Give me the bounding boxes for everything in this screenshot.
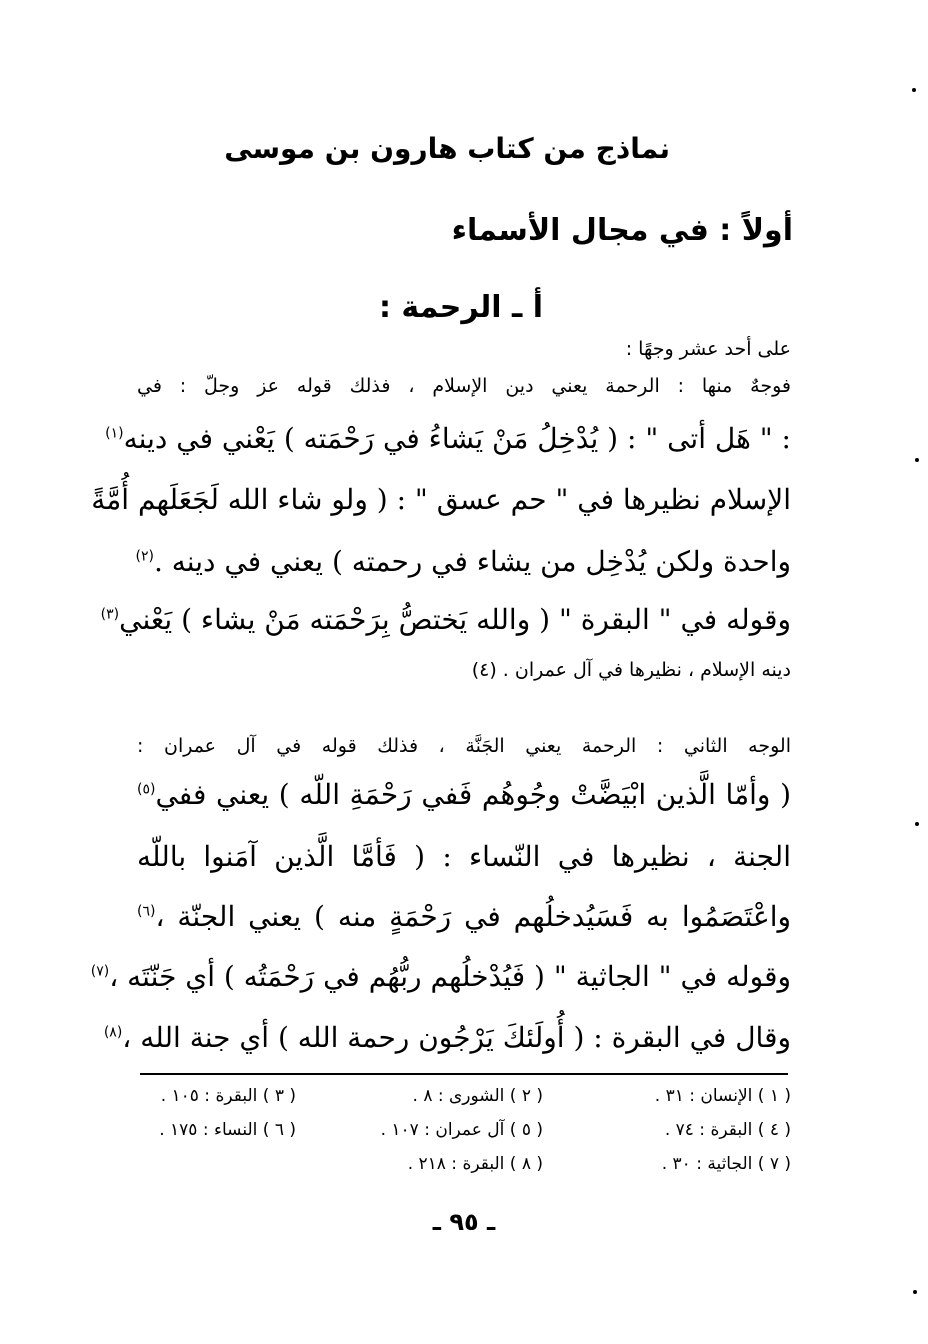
body-line: واحدة ولكن يُدْخِل من يشاء في رحمته ) يعني في دينه .$^{(٢)}$ [135, 545, 791, 578]
body-line: ( وأمّا الَّذين ابْيَضَّتْ وجُوهُم فَفي رَحْمَةِ اللّه ) يعني ففي$^{(٥)}$ [137, 778, 791, 811]
section-heading: أولاً : في مجال الأسماء [451, 213, 793, 248]
page-title: نماذج من كتاب هارون بن موسى [224, 132, 670, 165]
footnote-ref: (٥) [137, 781, 156, 798]
scan-speck [915, 458, 919, 462]
body-line: وقوله في " البقرة " ( والله يَختصُّ بِرَحْمَته مَنْ يشاء ) يَعْني$^{(٣)}$ [100, 603, 791, 636]
body-line: وقوله في " الجاثية " ( فَيُدْخلُهم ربُّهُم في رَحْمَتُه ) أي جَنّتَه ،$^{(٧)}$ [90, 960, 791, 993]
subsection-heading: أ ـ الرحمة : [378, 290, 543, 325]
footnote: ( ٧ ) الجاثية : ٣٠ . [661, 1154, 791, 1174]
body-line: على أحد عشر وجهًا : [625, 338, 791, 360]
footnote: ( ٦ ) النساء : ١٧٥ . [159, 1120, 296, 1140]
body-line: دينه الإسلام ، نظيرها في آل عمران . (٤) [471, 659, 791, 681]
body-line: واعْتَصَمُوا به فَسَيُدخلُهم في رَحْمَةٍ منه ) يعني الجنّة ،$^{(٦)}$ [137, 900, 791, 933]
footnote: ( ٤ ) البقرة : ٧٤ . [664, 1120, 791, 1140]
footnote: ( ٨ ) البقرة : ٢١٨ . [407, 1154, 543, 1174]
body-line: : " هَل أتى " : ( يُدْخِلُ مَنْ يَشاءُ في رَحْمَته ) يَعْني في دينه$^{(١)}$ [105, 422, 791, 455]
body-line: فوجهٌ منها : الرحمة يعني دين الإسلام ، فذلك قوله عز وجلّ : في [137, 375, 791, 397]
body-line: الوجه الثاني : الرحمة يعني الجَنَّة ، فذلك قوله في آل عمران : [137, 735, 791, 757]
footnote-ref: (٦) [137, 903, 156, 920]
footnote-ref: (٨) [103, 1024, 123, 1041]
body-line: الإسلام نظيرها في " حم عسق " : ( ولو شاء الله لَجَعَلَهم أُمَّةً [91, 483, 791, 516]
footnote-ref: (٢) [135, 548, 154, 565]
body-line: الجنة ، نظيرها في النّساء : ( فَأمَّا الَّذين آمَنوا باللّه [137, 840, 791, 873]
footnote: ( ١ ) الإنسان : ٣١ . [654, 1086, 791, 1106]
scan-speck [915, 822, 919, 826]
footnote: ( ٣ ) البقرة : ١٠٥ . [160, 1086, 296, 1106]
footnote-ref: (٣) [100, 606, 120, 623]
scan-speck [913, 1290, 917, 1294]
footnote: ( ٢ ) الشورى : ٨ . [412, 1086, 543, 1106]
footnote-divider [140, 1073, 788, 1075]
footnote-ref: (٧) [90, 963, 110, 980]
body-line: وقال في البقرة : ( أُولَئكَ يَرْجُون رحمة الله ) أي جنة الله ،$^{(٨)}$ [103, 1021, 791, 1054]
page-number: ـ ٩٥ ـ [432, 1208, 496, 1236]
footnote: ( ٥ ) آل عمران : ١٠٧ . [380, 1120, 543, 1140]
scan-speck [912, 88, 916, 92]
footnote-ref: (١) [105, 425, 124, 442]
